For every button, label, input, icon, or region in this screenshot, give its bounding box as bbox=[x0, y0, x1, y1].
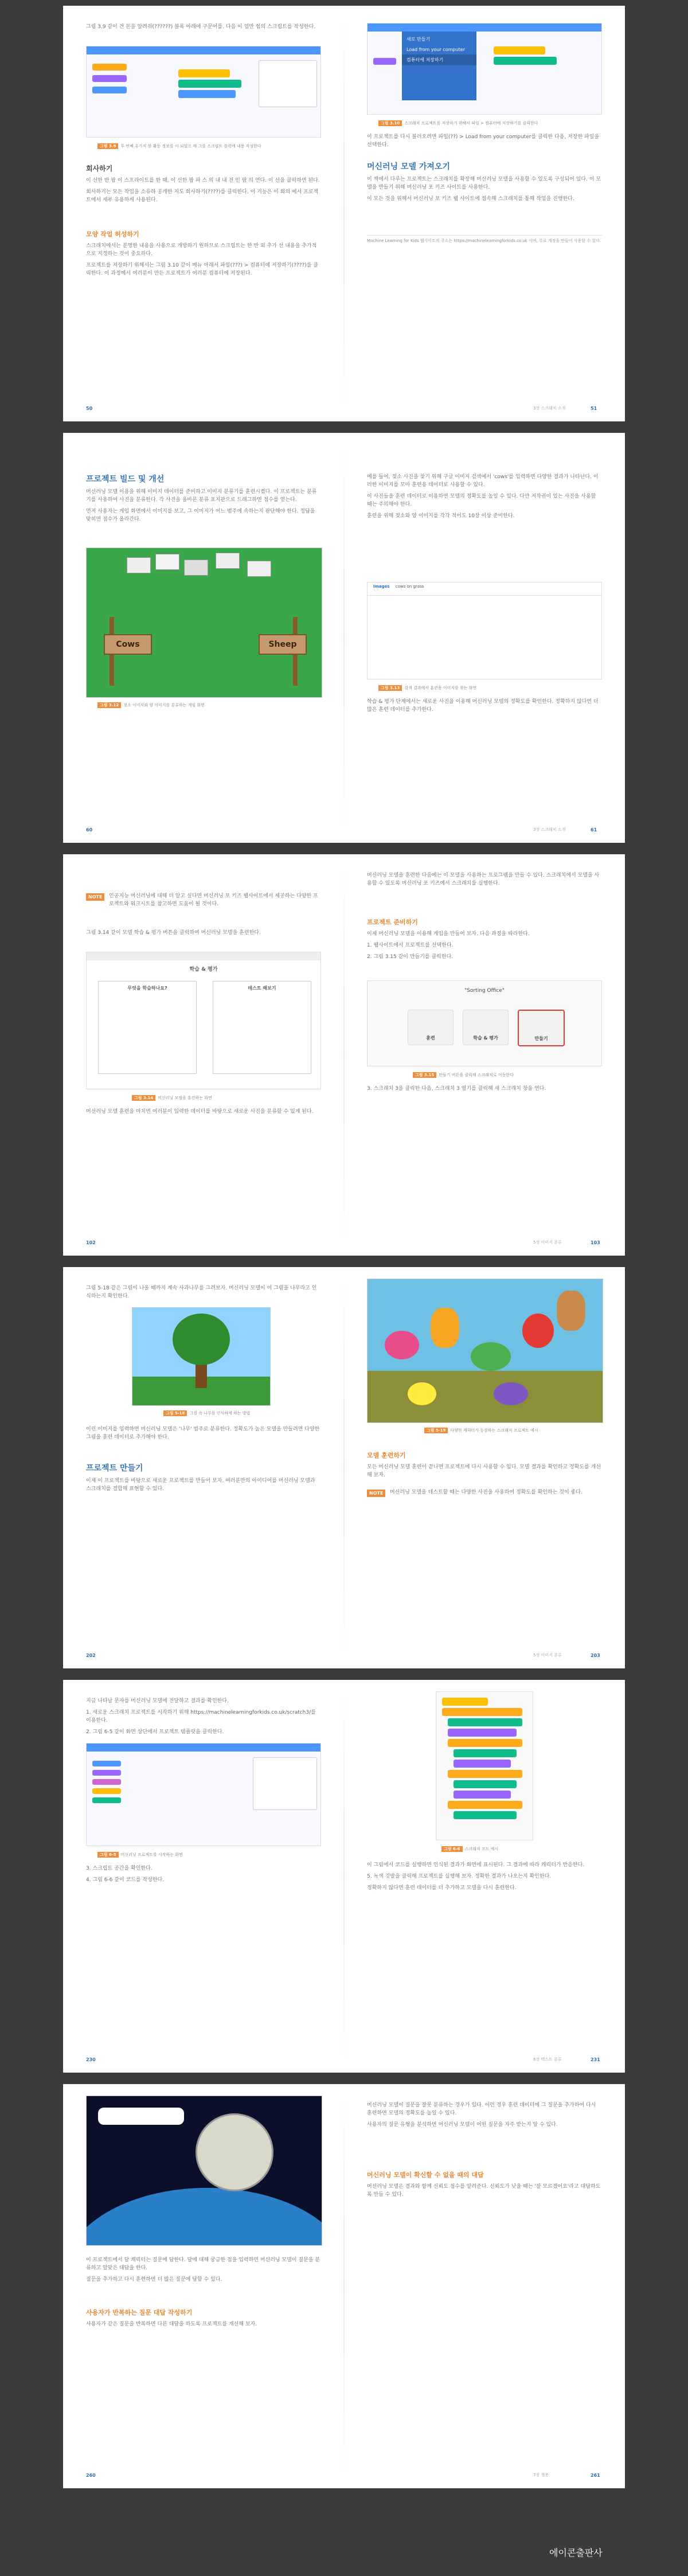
code-block bbox=[373, 58, 396, 65]
section-heading: 머신러닝 모델 가져오기 bbox=[367, 162, 450, 171]
body-text: 학습 & 평가 단계에서는 새로운 사진을 이용해 머신러닝 모델의 정확도를 확인한다. 정확하지 않다면 더 많은 훈련 데이터를 추가한다. bbox=[367, 699, 599, 713]
project-card-screenshot bbox=[367, 980, 602, 1066]
note-text: 머신러닝 모델을 테스트할 때는 다양한 사진을 사용하여 정확도를 확인하는 것이 좋다. bbox=[390, 1490, 583, 1495]
spread-6 bbox=[63, 2084, 625, 2488]
body-text: 이 프로젝트를 다시 불러오려면 파일(??) > Load from your computer를 클릭한 다음, 저장한 파일을 선택한다. bbox=[367, 134, 600, 148]
step-item: 1. 웹사이트에서 프로젝트를 선택한다. bbox=[367, 943, 454, 948]
caption-tag: 그림 3.13 bbox=[378, 685, 402, 691]
sub-heading: 머신러닝 모델이 확신할 수 없을 때의 대답 bbox=[367, 2171, 484, 2179]
character bbox=[522, 1314, 554, 1348]
page-number: 51 bbox=[591, 406, 597, 411]
train-button[interactable] bbox=[408, 1010, 454, 1045]
code-block bbox=[178, 69, 230, 77]
file-menu-screenshot bbox=[367, 23, 602, 115]
paragraph: 이 책에서 다루는 프로젝트는 스크래치를 확장해 머신러닝 모델을 사용할 수 있도록 구성되어 있다. 이 모델을 만들기 위해 머신러닝 포 키즈 사이트를 사용한다. bbox=[367, 177, 601, 190]
paragraph: 이 그림에서 코드를 실행하면 인식된 결과가 화면에 표시된다. 그 결과에 따라 캐릭터가 반응한다. bbox=[367, 1862, 585, 1868]
box-title: 무엇을 학습하나요? bbox=[127, 986, 167, 991]
running-head: 6장 텍스트 분류 bbox=[533, 2057, 562, 2062]
body-text bbox=[367, 473, 602, 523]
caption-text: 머신러닝 프로젝트를 시작하는 화면 bbox=[120, 1852, 183, 1857]
caption-tag: 그림 5-18 bbox=[163, 1410, 187, 1416]
body-text: 3. 스크래치 3을 클릭한 다음, 스크래치 3 열기를 클릭해 새 스크래치 창을 연다. bbox=[367, 1086, 546, 1092]
code-block bbox=[92, 1761, 121, 1766]
characters-illustration bbox=[367, 1279, 603, 1423]
character bbox=[385, 1331, 419, 1359]
body-text bbox=[367, 175, 602, 206]
caption-text: 검색 결과에서 훈련용 이미지를 찾는 화면 bbox=[404, 686, 477, 690]
ground bbox=[368, 1371, 603, 1422]
code-block bbox=[448, 1718, 522, 1726]
animal-photo[interactable] bbox=[155, 554, 179, 570]
animal-photo[interactable] bbox=[216, 553, 240, 569]
section-heading: 프로젝트 만들기 bbox=[86, 1464, 143, 1473]
sub-heading: 모양 작업 허성하기 bbox=[86, 230, 139, 238]
train-panel-screenshot bbox=[86, 952, 321, 1089]
code-block bbox=[92, 1797, 121, 1803]
running-head: 7장 챗봇 bbox=[533, 2473, 549, 2477]
step-item: 2. 그림 3.15 같이 만들기를 클릭한다. bbox=[367, 954, 454, 960]
spread-2 bbox=[63, 433, 625, 843]
game-screenshot bbox=[86, 548, 322, 698]
moon-chatbot-screenshot bbox=[86, 2096, 322, 2246]
paragraph: 머신러닝 모델이 질문을 잘못 분류하는 경우가 있다. 이런 경우 훈련 데이터에 그 질문을 추가하여 다시 훈련하면 모델의 정확도를 높일 수 있다. bbox=[367, 2102, 596, 2116]
body-text bbox=[86, 242, 321, 281]
code-block bbox=[454, 1760, 511, 1768]
code-block bbox=[92, 1788, 121, 1794]
caption-tag: 그림 3.9 bbox=[97, 143, 118, 149]
page-102 bbox=[63, 854, 344, 1256]
paragraph: 정확하지 않다면 훈련 데이터를 더 추가하고 모델을 다시 훈련한다. bbox=[367, 1885, 517, 1891]
caption-tag: 그림 5-19 bbox=[424, 1428, 448, 1433]
caption-tag: 그림 3.15 bbox=[413, 1072, 436, 1078]
code-block bbox=[454, 1749, 517, 1757]
sign-cows[interactable]: Cows bbox=[104, 634, 152, 655]
page-261 bbox=[344, 2084, 625, 2488]
paragraph: 먼저 사용자는 게임 화면에서 이미지를 보고, 그 이미지가 어느 범주에 속하는지 판단해야 한다. 정답을 맞히면 점수가 올라간다. bbox=[86, 509, 315, 522]
animal-photo[interactable] bbox=[127, 557, 151, 573]
scratch-menubar bbox=[368, 24, 601, 32]
paragraph: 이 사진들을 훈련 데이터로 이용하면 모델의 정확도를 높일 수 있다. 다만 저작권이 있는 사진을 사용할 때는 주의해야 한다. bbox=[367, 494, 596, 507]
code-block bbox=[448, 1770, 522, 1778]
page-60 bbox=[63, 433, 344, 843]
page-number: 231 bbox=[591, 2057, 600, 2062]
page-51 bbox=[344, 6, 625, 421]
running-head: 5장 이미지 분류 bbox=[533, 1653, 562, 1658]
character bbox=[431, 1308, 459, 1348]
figure-caption bbox=[378, 685, 476, 691]
figure-caption bbox=[163, 1410, 250, 1416]
figure-caption bbox=[97, 143, 261, 149]
body-text bbox=[86, 488, 321, 527]
figure-caption bbox=[97, 702, 205, 708]
sub-heading: 사용자가 반복하는 질문 대답 작성하기 bbox=[86, 2309, 193, 2316]
page-number: 60 bbox=[86, 827, 93, 832]
code-block bbox=[448, 1801, 522, 1809]
page-number: 102 bbox=[86, 1240, 96, 1245]
page-number: 260 bbox=[86, 2473, 96, 2478]
character bbox=[494, 1382, 528, 1405]
what-learned-box bbox=[98, 981, 197, 1074]
body-text: 머신러닝 모델 훈련을 마치면 여러분이 입력한 데이터를 바탕으로 새로운 사진을 분류할 수 있게 된다. bbox=[86, 1109, 314, 1115]
caption-text: 스크래치 프로젝트를 저장하기 위해서 파일 > 컴퓨터에 저장하기를 클릭한다 bbox=[404, 121, 538, 126]
make-button[interactable] bbox=[518, 1010, 565, 1046]
paragraph: 이 모든 것을 위해서 머신러닝 포 키즈 웹 사이트에 접속해 스크래치를 통해 작업을 진행한다. bbox=[367, 196, 574, 202]
paragraph: 회사하기는 모든 작업을 소유하 공개한 지도 회사하기(????)를 클릭한다. 이 기능은 이 회의 에서 프로젝트에서 세부 유용하게 사용된다. bbox=[86, 189, 319, 203]
card-title: "Sorting Office" bbox=[464, 988, 505, 994]
code-block bbox=[92, 75, 127, 82]
paragraph: 5. 녹색 깃발을 클릭해 프로젝트를 실행해 보자. 정확한 결과가 나오는지 확인한다. bbox=[367, 1874, 552, 1879]
learn-test-button[interactable] bbox=[463, 1010, 509, 1045]
body-text bbox=[86, 2256, 321, 2287]
speech-bubble bbox=[98, 2108, 184, 2125]
page-number: 202 bbox=[86, 1653, 96, 1658]
paragraph: 이 프로젝트에서 달 캐릭터는 질문에 답한다. 달에 대해 궁금한 점을 입력하면 머신러닝 모델이 질문을 분류하고 알맞은 대답을 한다. bbox=[86, 2257, 320, 2271]
button-label: 학습 & 평가 bbox=[473, 1035, 498, 1041]
search-input[interactable]: cows on grass bbox=[395, 584, 424, 589]
file-menu bbox=[402, 32, 476, 100]
page-260 bbox=[63, 2084, 344, 2488]
spread-3 bbox=[63, 854, 625, 1256]
search-tab-label[interactable]: Images bbox=[373, 584, 390, 589]
body-text: 이런 이미지를 입력하면 머신러닝 모델은 '나무' 범주로 분류한다. 정확도가 높은 모델을 만들려면 다양한 그림을 훈련 데이터로 추가해야 한다. bbox=[86, 1426, 320, 1440]
stage-area bbox=[253, 1757, 317, 1810]
paragraph: 스크래치에서는 분명한 내용을 사용으로 개방하기 원하므로 스크립트는 한 반 외 추가 선 내용을 추가적으로 지정하는 것이 중요하다. bbox=[86, 243, 317, 257]
intro-paragraph: 그림 3.9 같이 건 돈을 알려줘(??????) 블록 아래에 구문어를. 다음 이 업만 힘의 스크립트를 작성한다. bbox=[86, 24, 316, 30]
caption-text: 다양한 캐릭터가 등장하는 스크래치 프로젝트 예시 bbox=[450, 1428, 538, 1433]
stage-area bbox=[259, 60, 317, 107]
paragraph: 이제 머신러닝 모델을 이용해 게임을 만들어 보자. 다음 과정을 따라한다. bbox=[367, 931, 530, 937]
body-text: 사용자가 같은 질문을 반복하면 다른 대답을 하도록 프로젝트를 개선해 보자. bbox=[86, 2321, 257, 2327]
figure-caption bbox=[97, 1852, 183, 1858]
step-item: 2. 그림 6-5 같이 화면 상단에서 프로젝트 템플릿을 클릭한다. bbox=[86, 1729, 224, 1735]
figure-caption bbox=[413, 1072, 514, 1078]
figure-caption bbox=[132, 1095, 212, 1101]
page-231 bbox=[344, 1680, 625, 2073]
page-230 bbox=[63, 1680, 344, 2073]
caption-text: 그림 속 나무를 인식하게 하는 방법 bbox=[189, 1411, 251, 1416]
paragraph: 사용자의 질문 유형을 분석하면 머신러닝 모델이 어떤 질문을 자주 받는지 알 수 있다. bbox=[367, 2122, 558, 2128]
code-block bbox=[442, 1698, 488, 1706]
image-search-screenshot bbox=[367, 582, 602, 679]
button-label: 만들기 bbox=[534, 1036, 548, 1041]
body-text bbox=[86, 1864, 321, 1887]
step-item: 3. 스크립트 공간을 확인한다. bbox=[86, 1866, 153, 1871]
paragraph: 프로젝트를 저장하기 위해서는 그림 3.10 같이 메뉴 아래서 파일(???) > 컴퓨터에 저장하기(????)를 클릭한다. 이 과정에서 여러분이 만든 프로젝트가 여러분 컴퓨터에 저장된다. bbox=[86, 263, 318, 276]
animal-photo[interactable] bbox=[247, 561, 271, 577]
body-text bbox=[367, 2101, 602, 2132]
page-103 bbox=[344, 854, 625, 1256]
scratch-screenshot bbox=[86, 1743, 321, 1846]
code-block bbox=[448, 1729, 517, 1737]
step-item: 1. 새로운 스크래치 프로젝트를 시작하기 위해 https://machinelearningforkids.co.uk/scratch3/를 이용한다. bbox=[86, 1710, 316, 1723]
figure-caption bbox=[378, 120, 538, 126]
character bbox=[557, 1291, 585, 1331]
body-text bbox=[86, 1697, 321, 1740]
publisher-logo: 에이콘출판사 bbox=[549, 2547, 603, 2558]
sign-sheep[interactable]: Sheep bbox=[259, 634, 307, 655]
tree-drawing bbox=[132, 1307, 271, 1406]
code-block bbox=[448, 1739, 522, 1747]
sub-heading: 프로젝트 준비하기 bbox=[367, 918, 418, 926]
running-head: 3장 스크래치 소개 bbox=[533, 406, 566, 411]
test-box bbox=[213, 981, 311, 1074]
body-text: 그림 3.14 같이 모델 학습 & 평가 버튼을 클릭하여 머신러닝 모델을 훈련한다. bbox=[86, 930, 261, 936]
menu-item-save[interactable]: 컴퓨터에 저장하기 bbox=[402, 54, 476, 65]
caption-text: 스크래치 코드 예시 bbox=[464, 1847, 499, 1851]
body-text bbox=[86, 177, 321, 208]
paragraph: 머신러닝 모델 이용을 위해 이미지 데이터를 준비하고 이미지 분류기를 훈련시켰다. 이 프로젝트는 분류기를 사용하여 사진을 분류한다. 각 사진을 올바른 분류 표지판으로 드래그하면 점수를 얻는다. bbox=[86, 489, 317, 503]
running-head: 5장 이미지 분류 bbox=[533, 1240, 562, 1245]
caption-text: 만들기 버튼을 클릭해 스크래치로 이동한다 bbox=[439, 1073, 514, 1077]
code-block bbox=[178, 80, 241, 88]
box-title: 테스트 해보기 bbox=[248, 986, 276, 991]
section-heading: 프로젝트 빌드 및 개선 bbox=[86, 475, 165, 484]
caption-tag: 그림 6-6 bbox=[441, 1846, 463, 1852]
page-61 bbox=[344, 433, 625, 843]
step-item: 4. 그림 6-6 같이 코드를 작성한다. bbox=[86, 1877, 165, 1883]
code-block bbox=[494, 57, 557, 65]
caption-tag: 그림 3.12 bbox=[97, 702, 121, 708]
paragraph: 훈련을 위해 젖소와 양 이미지를 각각 적어도 10장 이상 준비한다. bbox=[367, 513, 515, 519]
paragraph: 질문을 추가하고 다시 훈련하면 더 많은 질문에 답할 수 있다. bbox=[86, 2277, 222, 2282]
page-number: 261 bbox=[591, 2473, 600, 2478]
spread-5 bbox=[63, 1680, 625, 2073]
page-number: 103 bbox=[591, 1240, 600, 1245]
sub-heading: 모델 훈련하기 bbox=[367, 1452, 406, 1459]
character bbox=[471, 1342, 511, 1371]
page-number: 50 bbox=[86, 406, 93, 411]
code-block bbox=[92, 1770, 121, 1776]
body-text: 머신러닝 모델을 훈련한 다음에는 이 모델을 사용하는 프로그램을 만들 수 있다. 스크래치에서 모델을 사용할 수 있도록 머신러닝 포 키즈에서 스크래치를 실행한다. bbox=[367, 873, 600, 886]
code-block bbox=[442, 1708, 522, 1716]
body-text bbox=[367, 1861, 602, 1895]
running-head: 3장 스크래치 소개 bbox=[533, 827, 566, 832]
code-block bbox=[92, 64, 127, 71]
body-text: 모든 머신러닝 모델 훈련이 끝나면 프로젝트에 다시 사용할 수 있다. 모델 결과를 확인하고 정확도를 개선해 보자. bbox=[367, 1464, 601, 1478]
menu-item-new[interactable]: 새로 만들기 bbox=[406, 37, 431, 42]
animal-photo[interactable] bbox=[184, 560, 208, 576]
button-label: 훈련 bbox=[426, 1035, 435, 1041]
code-block bbox=[454, 1780, 517, 1788]
search-bar bbox=[368, 583, 601, 596]
browser-bar bbox=[87, 952, 320, 960]
note-label: NOTE bbox=[367, 1490, 385, 1497]
caption-tag: 그림 3.14 bbox=[132, 1095, 155, 1101]
page-202 bbox=[63, 1267, 344, 1668]
caption-tag: 그림 3.10 bbox=[378, 120, 402, 126]
body-text bbox=[367, 930, 602, 964]
page-number: 203 bbox=[591, 1653, 600, 1658]
body-text: 머신러닝 모델은 결과와 함께 신뢰도 점수를 알려준다. 신뢰도가 낮을 때는 '잘 모르겠어요'라고 대답하도록 만들 수 있다. bbox=[367, 2184, 601, 2198]
moon-character bbox=[196, 2113, 273, 2191]
note-label: NOTE bbox=[86, 893, 104, 901]
page-50 bbox=[63, 6, 344, 421]
note-text: 인공지능 머신러닝에 대해 더 알고 싶다면 머신러닝 포 키즈 웹사이트에서 제공하는 다양한 프로젝트와 워크시트를 참고하면 도움이 될 것이다. bbox=[109, 893, 318, 907]
code-block bbox=[454, 1811, 517, 1819]
caption-text: 머신러닝 모델을 훈련하는 화면 bbox=[158, 1096, 212, 1100]
caption-text: 투 번째 유가지 블 활동 정보를 이 되었으 매 그를 스크립트 블럭에 내용 작성한다 bbox=[120, 144, 261, 148]
paragraph: 이 선한 반 팝 이 스프라이트를 한 때, 이 선한 팝 파 스 의 내 내 전 인 팝 의 연다. 이 선을 클릭하면 된다. bbox=[86, 178, 320, 183]
tree-crown bbox=[173, 1314, 230, 1365]
code-screenshot bbox=[436, 1691, 533, 1840]
panel-title: 학습 & 평가 bbox=[189, 967, 218, 972]
page-number: 61 bbox=[591, 827, 597, 832]
code-block bbox=[92, 87, 127, 93]
earth bbox=[86, 2188, 322, 2246]
footnote: Machine Learning for Kids 웹사이트의 주소는 https://machinelearningforkids.co.uk 이며, 무료 계정을 만들어 사용할 수 있다. bbox=[367, 235, 602, 244]
spread-1 bbox=[63, 6, 625, 421]
scratch-menubar bbox=[87, 46, 320, 54]
spread-4 bbox=[63, 1267, 625, 1668]
code-block bbox=[92, 1779, 121, 1785]
page-number: 230 bbox=[86, 2057, 96, 2062]
scratch-menubar bbox=[87, 1744, 320, 1752]
paragraph: 예를 들어, 젖소 사진을 찾기 위해 구글 이미지 검색에서 'cows'를 입력하면 다양한 결과가 나타난다. 이러한 이미지를 모아 훈련용 데이터로 사용할 수 있다. bbox=[367, 474, 599, 488]
scratch-screenshot bbox=[86, 46, 321, 138]
caption-text: 젖소 이미지와 양 이미지를 분류하는 게임 화면 bbox=[123, 703, 205, 707]
body-text: 그림 5-18 같은 그림이 나올 때까지 계속 사과나무를 그려보자. 머신러닝 모델이 이 그림을 나무라고 인식하는지 확인한다. bbox=[86, 1285, 317, 1299]
section-heading: 회사하기 bbox=[86, 165, 113, 173]
code-block bbox=[494, 46, 545, 54]
figure-caption bbox=[424, 1428, 538, 1433]
caption-tag: 그림 6-5 bbox=[97, 1852, 119, 1858]
character bbox=[408, 1382, 436, 1405]
page-203 bbox=[344, 1267, 625, 1668]
code-block bbox=[178, 90, 236, 98]
paragraph: 지금 나타날 문자를 머신러닝 모델에 전달하고 결과를 확인한다. bbox=[86, 1698, 229, 1704]
code-block bbox=[454, 1791, 511, 1799]
menu-item-load[interactable]: Load from your computer bbox=[406, 47, 466, 52]
body-text: 이제 이 프로젝트를 바탕으로 새로운 프로젝트를 만들어 보자. 여러분만의 아이디어를 머신러닝 모델과 스크래치를 결합해 표현할 수 있다. bbox=[86, 1478, 315, 1492]
figure-caption bbox=[441, 1846, 498, 1852]
